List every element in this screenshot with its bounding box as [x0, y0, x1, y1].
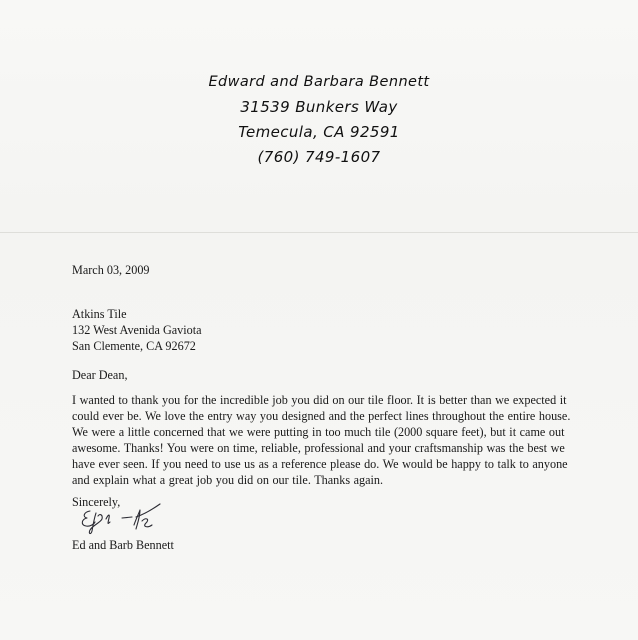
sender-city: Temecula, CA 92591: [238, 123, 400, 141]
signer-name: Ed and Barb Bennett: [72, 538, 174, 552]
fold-line: [0, 232, 638, 233]
sender-street: 31539 Bunkers Way: [240, 98, 398, 116]
sender-name: Edward and Barbara Bennett: [208, 74, 430, 90]
recipient-street: 132 West Avenida Gaviota: [72, 323, 202, 337]
recipient-address: [72, 306, 572, 354]
salutation: Dear Dean,: [72, 368, 128, 382]
recipient-company: Atkins Tile: [72, 307, 127, 321]
recipient-city: San Clemente, CA 92672: [72, 339, 196, 353]
closing: Sincerely,: [72, 495, 121, 509]
letterhead: [0, 70, 638, 170]
handwritten-signature: [76, 501, 166, 537]
sender-phone: (760) 749-1607: [257, 148, 381, 166]
letter-date: March 03, 2009: [72, 263, 150, 277]
letter-body: I wanted to thank you for the incredible job you did on our tile floor. It is better than we expected it could ever be. We love the entry way you designed and the perfect lines throughout the entire house. We were a little concerned that we were putting in too much tile (2000 square feet), but it came out awesome. Thanks! You were on time, reliable, professional and your craftsmanship was the best we have ever seen. If you need to use us as a reference please do. We would be happy to talk to anyone and explain what a great job you did on our tile. Thanks again.: [72, 393, 571, 487]
